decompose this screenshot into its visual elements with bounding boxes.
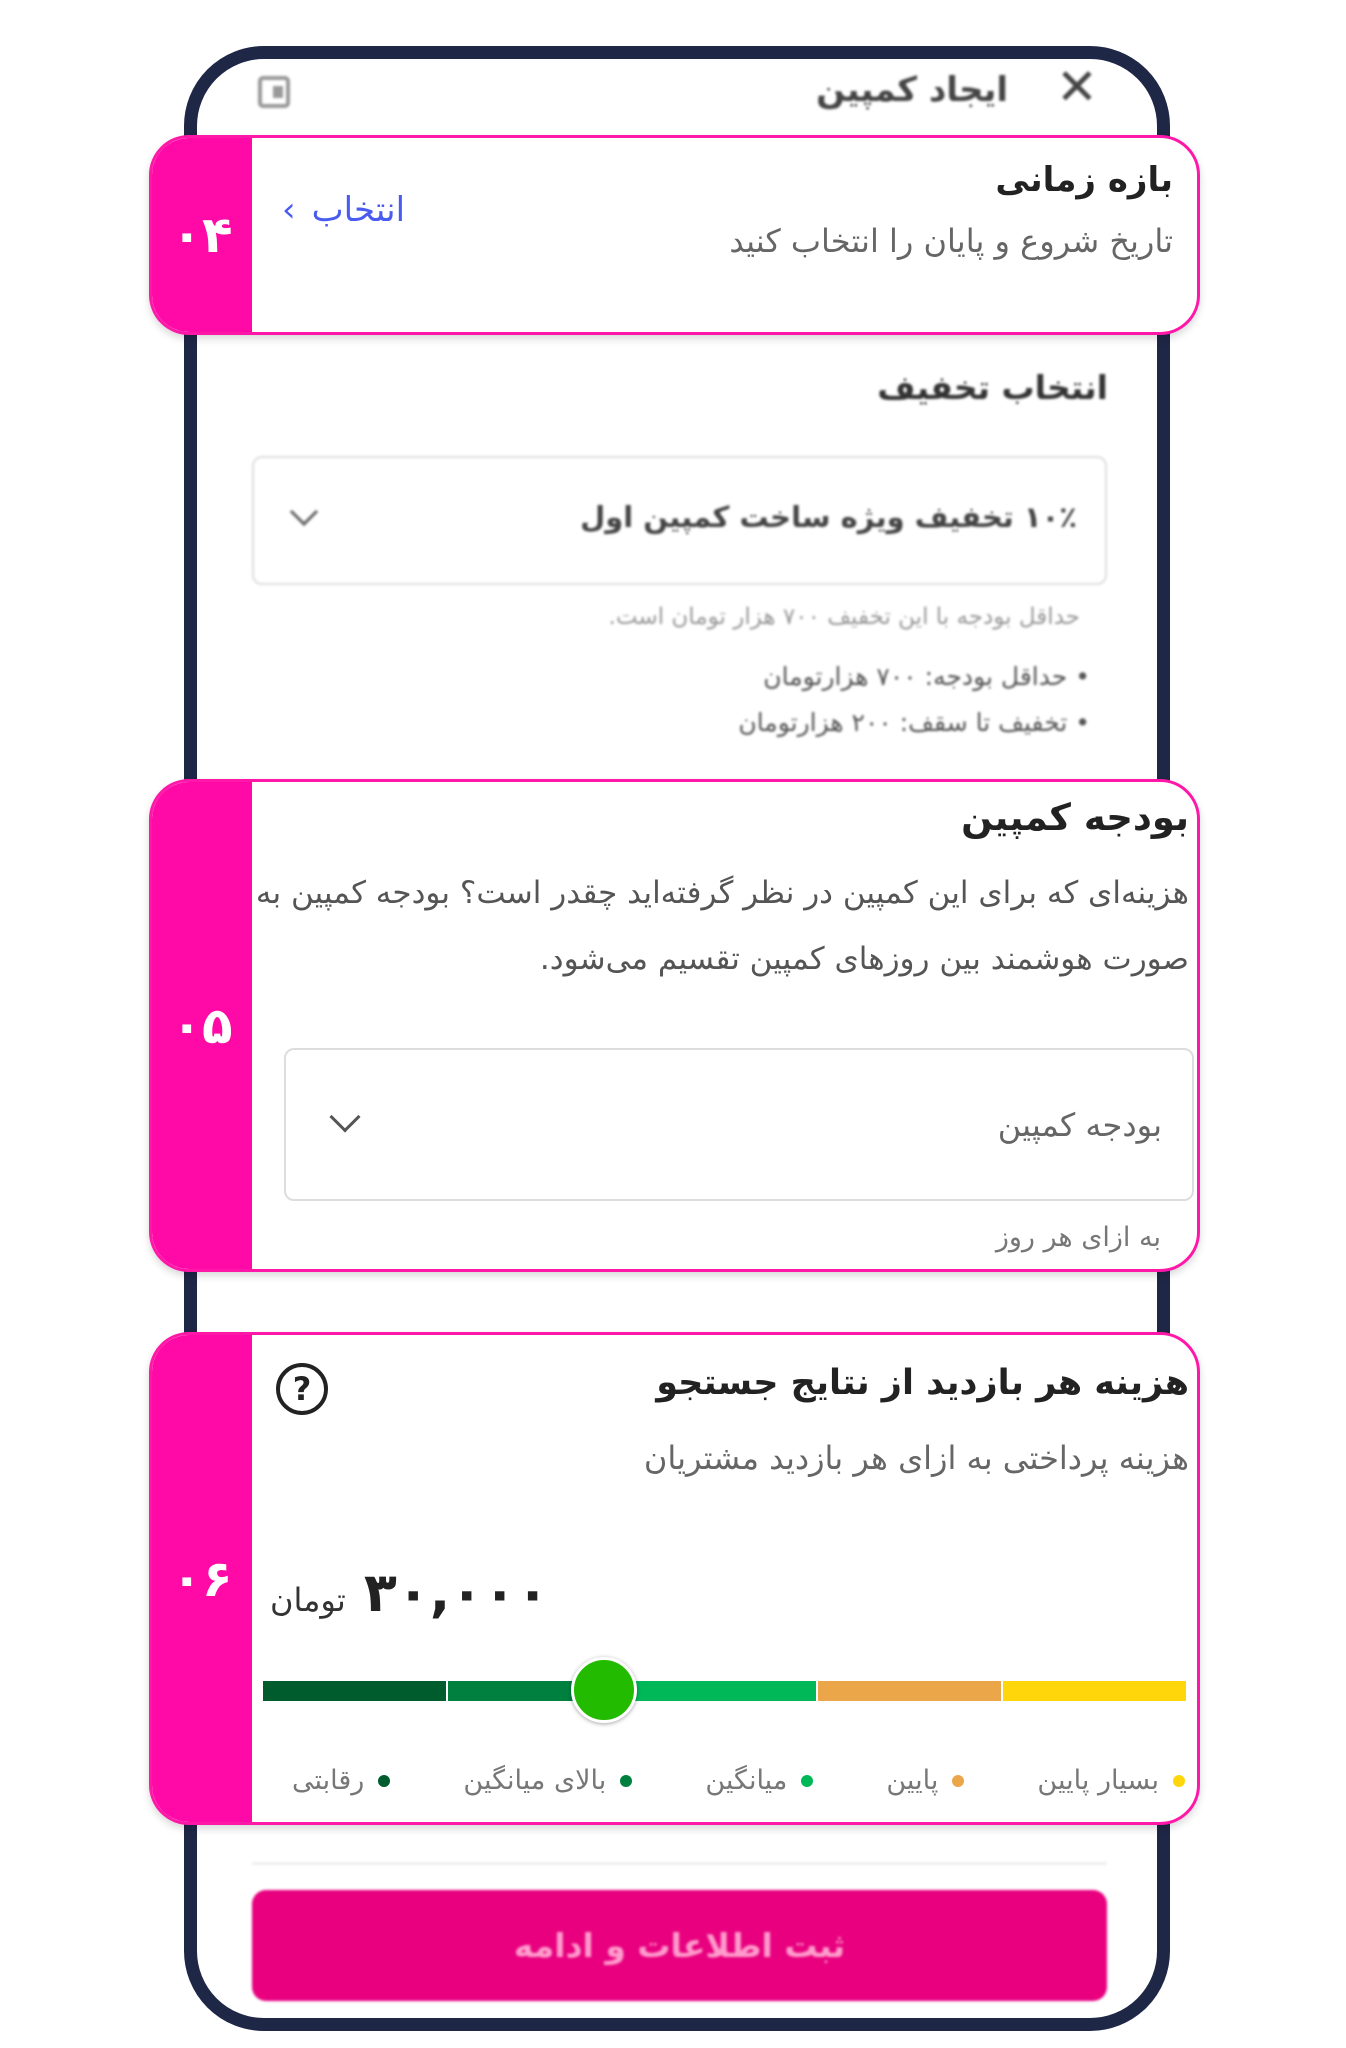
legend-item [1037,1765,1185,1796]
price-value: ۳۰,۰۰۰ [363,1561,550,1624]
budget-hint: به ازای هر روز [995,1222,1161,1253]
discount-selected-value: ۱۰٪ تخفیف ویژه ساخت کمپین اول [580,500,1077,534]
legend-item [705,1765,813,1796]
legend-label: بسیار پایین [1037,1765,1159,1796]
legend-dot [1173,1775,1185,1787]
select-date-label: انتخاب [311,190,406,230]
legend-dot [620,1775,632,1787]
legend-label: بالای میانگین [463,1765,607,1796]
legend-label: میانگین [705,1765,788,1796]
step-number: ۰۵ [152,782,252,1269]
step-04-date-range [149,135,1200,335]
legend-label: رقابتی [292,1765,365,1796]
legend-item [886,1765,964,1796]
help-icon[interactable]: ? [276,1363,328,1415]
cpc-level-slider[interactable] [262,1681,1187,1701]
budget-select[interactable] [284,1048,1194,1201]
price-display [270,1561,549,1624]
submit-button[interactable] [252,1890,1107,2001]
budget-title: بودجه کمپین [961,796,1189,839]
chevron-left-icon: ‹ [282,190,296,230]
legend-label: پایین [886,1765,939,1796]
discount-bullet: • حداقل بودجه: ۷۰۰ هزارتومان [763,662,1090,691]
cpc-level-legend [292,1765,1185,1796]
slider-segment [1003,1681,1186,1701]
legend-item [463,1765,632,1796]
page-title: ایجاد کمپین [816,70,1008,110]
select-date-link[interactable] [282,190,405,230]
slider-knob[interactable] [571,1657,637,1723]
submit-label: ثبت اطلاعات و ادامه [513,1926,846,1965]
step-06-cost-per-click [149,1332,1200,1825]
step-number: ۰۶ [152,1335,252,1822]
slider-segment [633,1681,816,1701]
date-range-subtitle: تاریخ شروع و پایان را انتخاب کنید [729,222,1173,260]
chevron-down-icon [329,1101,360,1132]
slider-segment [818,1681,1001,1701]
discount-bullet: • تخفیف تا سقف: ۲۰۰ هزارتومان [738,708,1090,737]
discount-select[interactable] [252,456,1107,585]
close-icon[interactable]: ✕ [1056,58,1098,116]
budget-placeholder: بودجه کمپین [997,1106,1162,1144]
price-currency: تومان [270,1581,346,1619]
legend-dot [378,1775,390,1787]
slider-segment [263,1681,446,1701]
date-range-title: بازه زمانی [995,160,1173,200]
discount-title: انتخاب تخفیف [877,368,1108,407]
cpc-title: هزینه هر بازدید از نتایج جستجو [656,1363,1189,1403]
step-number: ۰۴ [152,138,252,332]
cpc-subtitle: هزینه پرداختی به ازای هر بازدید مشتریان [643,1439,1189,1477]
legend-dot [952,1775,964,1787]
budget-description: هزینه‌ای که برای این کمپین در نظر گرفته‌اید چقدر است؟ بودجه کمپین به صورت هوشمند بین روزهای کمپین تقسیم می‌شود. [255,875,1189,977]
discount-note: حداقل بودجه با این تخفیف ۷۰۰ هزار تومان است. [608,604,1080,630]
step-05-budget [149,779,1200,1272]
legend-item [292,1765,390,1796]
panel-icon[interactable] [258,76,290,108]
divider [252,1862,1107,1865]
legend-dot [801,1775,813,1787]
chevron-down-icon [290,498,318,526]
